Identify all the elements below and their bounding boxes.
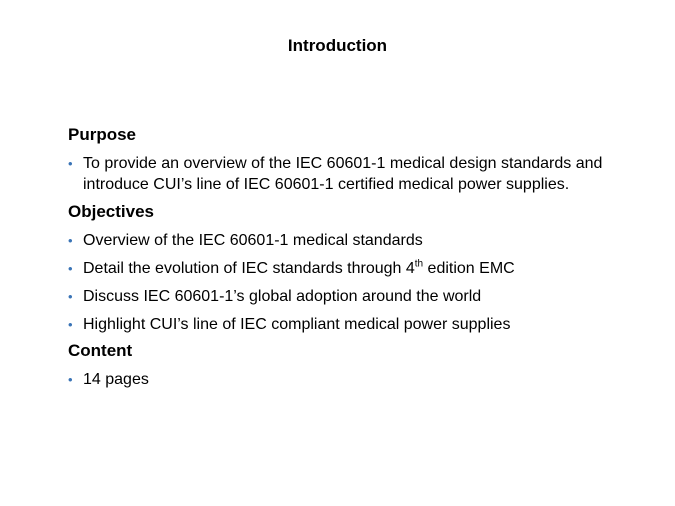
list-item bbox=[68, 258, 648, 279]
bullet-icon: • bbox=[68, 289, 73, 304]
list-item bbox=[68, 286, 648, 307]
bullet-icon: • bbox=[68, 156, 73, 171]
list-item bbox=[68, 153, 648, 195]
list-item bbox=[68, 314, 648, 335]
objective-text-start: Detail the evolution of IEC standards through 4 bbox=[83, 260, 415, 277]
objectives-list bbox=[68, 230, 648, 335]
slide-title: Introduction bbox=[287, 36, 388, 55]
section-heading-objectives: Objectives bbox=[68, 202, 154, 221]
bullet-icon: • bbox=[68, 372, 73, 387]
slide-body bbox=[68, 124, 648, 390]
content-text: 14 pages bbox=[83, 371, 149, 388]
objective-text-end: edition EMC bbox=[423, 260, 515, 277]
ordinal-suffix: th bbox=[414, 258, 424, 270]
list-item bbox=[68, 230, 648, 251]
content-list bbox=[68, 369, 648, 390]
list-item bbox=[68, 369, 648, 390]
objective-text: Overview of the IEC 60601-1 medical standards bbox=[83, 232, 423, 249]
bullet-icon: • bbox=[68, 317, 73, 332]
objective-text bbox=[83, 260, 515, 277]
purpose-list bbox=[68, 153, 648, 195]
section-heading-content: Content bbox=[68, 341, 133, 360]
bullet-icon: • bbox=[68, 261, 73, 276]
purpose-text: To provide an overview of the IEC 60601-1 medical design standards and introduce CUI’s line of IEC 60601-1 certified medical power supplies. bbox=[83, 155, 603, 193]
objective-text: Highlight CUI’s line of IEC compliant medical power supplies bbox=[83, 316, 511, 333]
section-heading-purpose: Purpose bbox=[68, 125, 137, 144]
bullet-icon: • bbox=[68, 233, 73, 248]
objective-text: Discuss IEC 60601-1’s global adoption around the world bbox=[83, 288, 482, 305]
